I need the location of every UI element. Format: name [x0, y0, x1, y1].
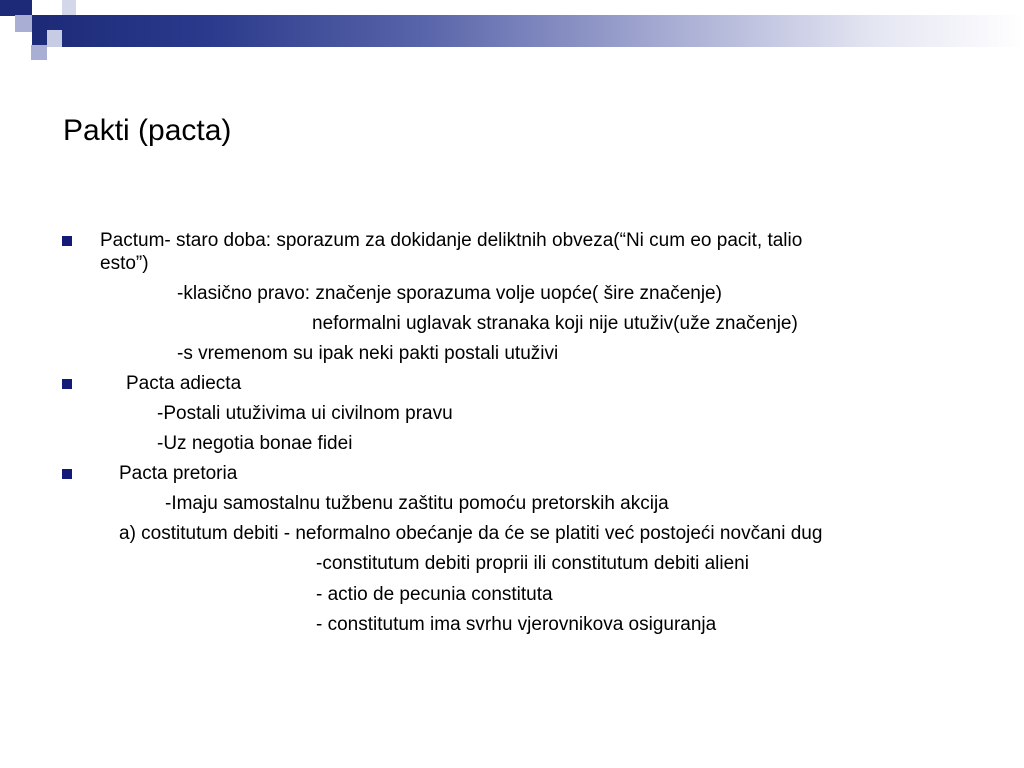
- body-line: -Imaju samostalnu tužbenu zaštitu pomoću pretorskih akcija: [165, 493, 669, 514]
- body-line: Pacta adiecta: [126, 373, 242, 394]
- header-square-light: [15, 15, 32, 32]
- header-square-dark: [0, 0, 32, 16]
- body-line: -Postali utuživima ui civilnom pravu: [157, 403, 453, 424]
- slide-title: Pakti (pacta): [63, 114, 232, 147]
- body-line: -klasično pravo: značenje sporazuma volje uopće( šire značenje): [177, 283, 722, 304]
- header-gradient-band: [32, 15, 1024, 47]
- body-line: esto”): [100, 253, 149, 274]
- square-bullet-icon: [62, 469, 72, 479]
- header-square-white: [46, 0, 62, 15]
- body-line: -Uz negotia bonae fidei: [157, 433, 353, 454]
- square-bullet-icon: [62, 379, 72, 389]
- header-square-small: [62, 0, 76, 15]
- body-line: a) costitutum debiti - neformalno obećanje da će se platiti već postojeći novčani dug: [119, 523, 823, 544]
- square-bullet-icon: [62, 236, 72, 246]
- body-line: Pactum- staro doba: sporazum za dokidanje deliktnih obveza(“Ni cum eo pacit, talio: [100, 230, 803, 251]
- body-line: neformalni uglavak stranaka koji nije utuživ(uže značenje): [312, 313, 798, 334]
- body-line: Pacta pretoria: [119, 463, 238, 484]
- header-square-mid: [31, 45, 47, 60]
- header-square-lavender: [47, 30, 62, 47]
- body-line: - actio de pecunia constituta: [316, 584, 553, 605]
- body-line: -constitutum debiti proprii ili constitutum debiti alieni: [316, 553, 749, 574]
- body-line: - constitutum ima svrhu vjerovnikova osiguranja: [316, 614, 717, 635]
- body-line: -s vremenom su ipak neki pakti postali utuživi: [177, 343, 559, 364]
